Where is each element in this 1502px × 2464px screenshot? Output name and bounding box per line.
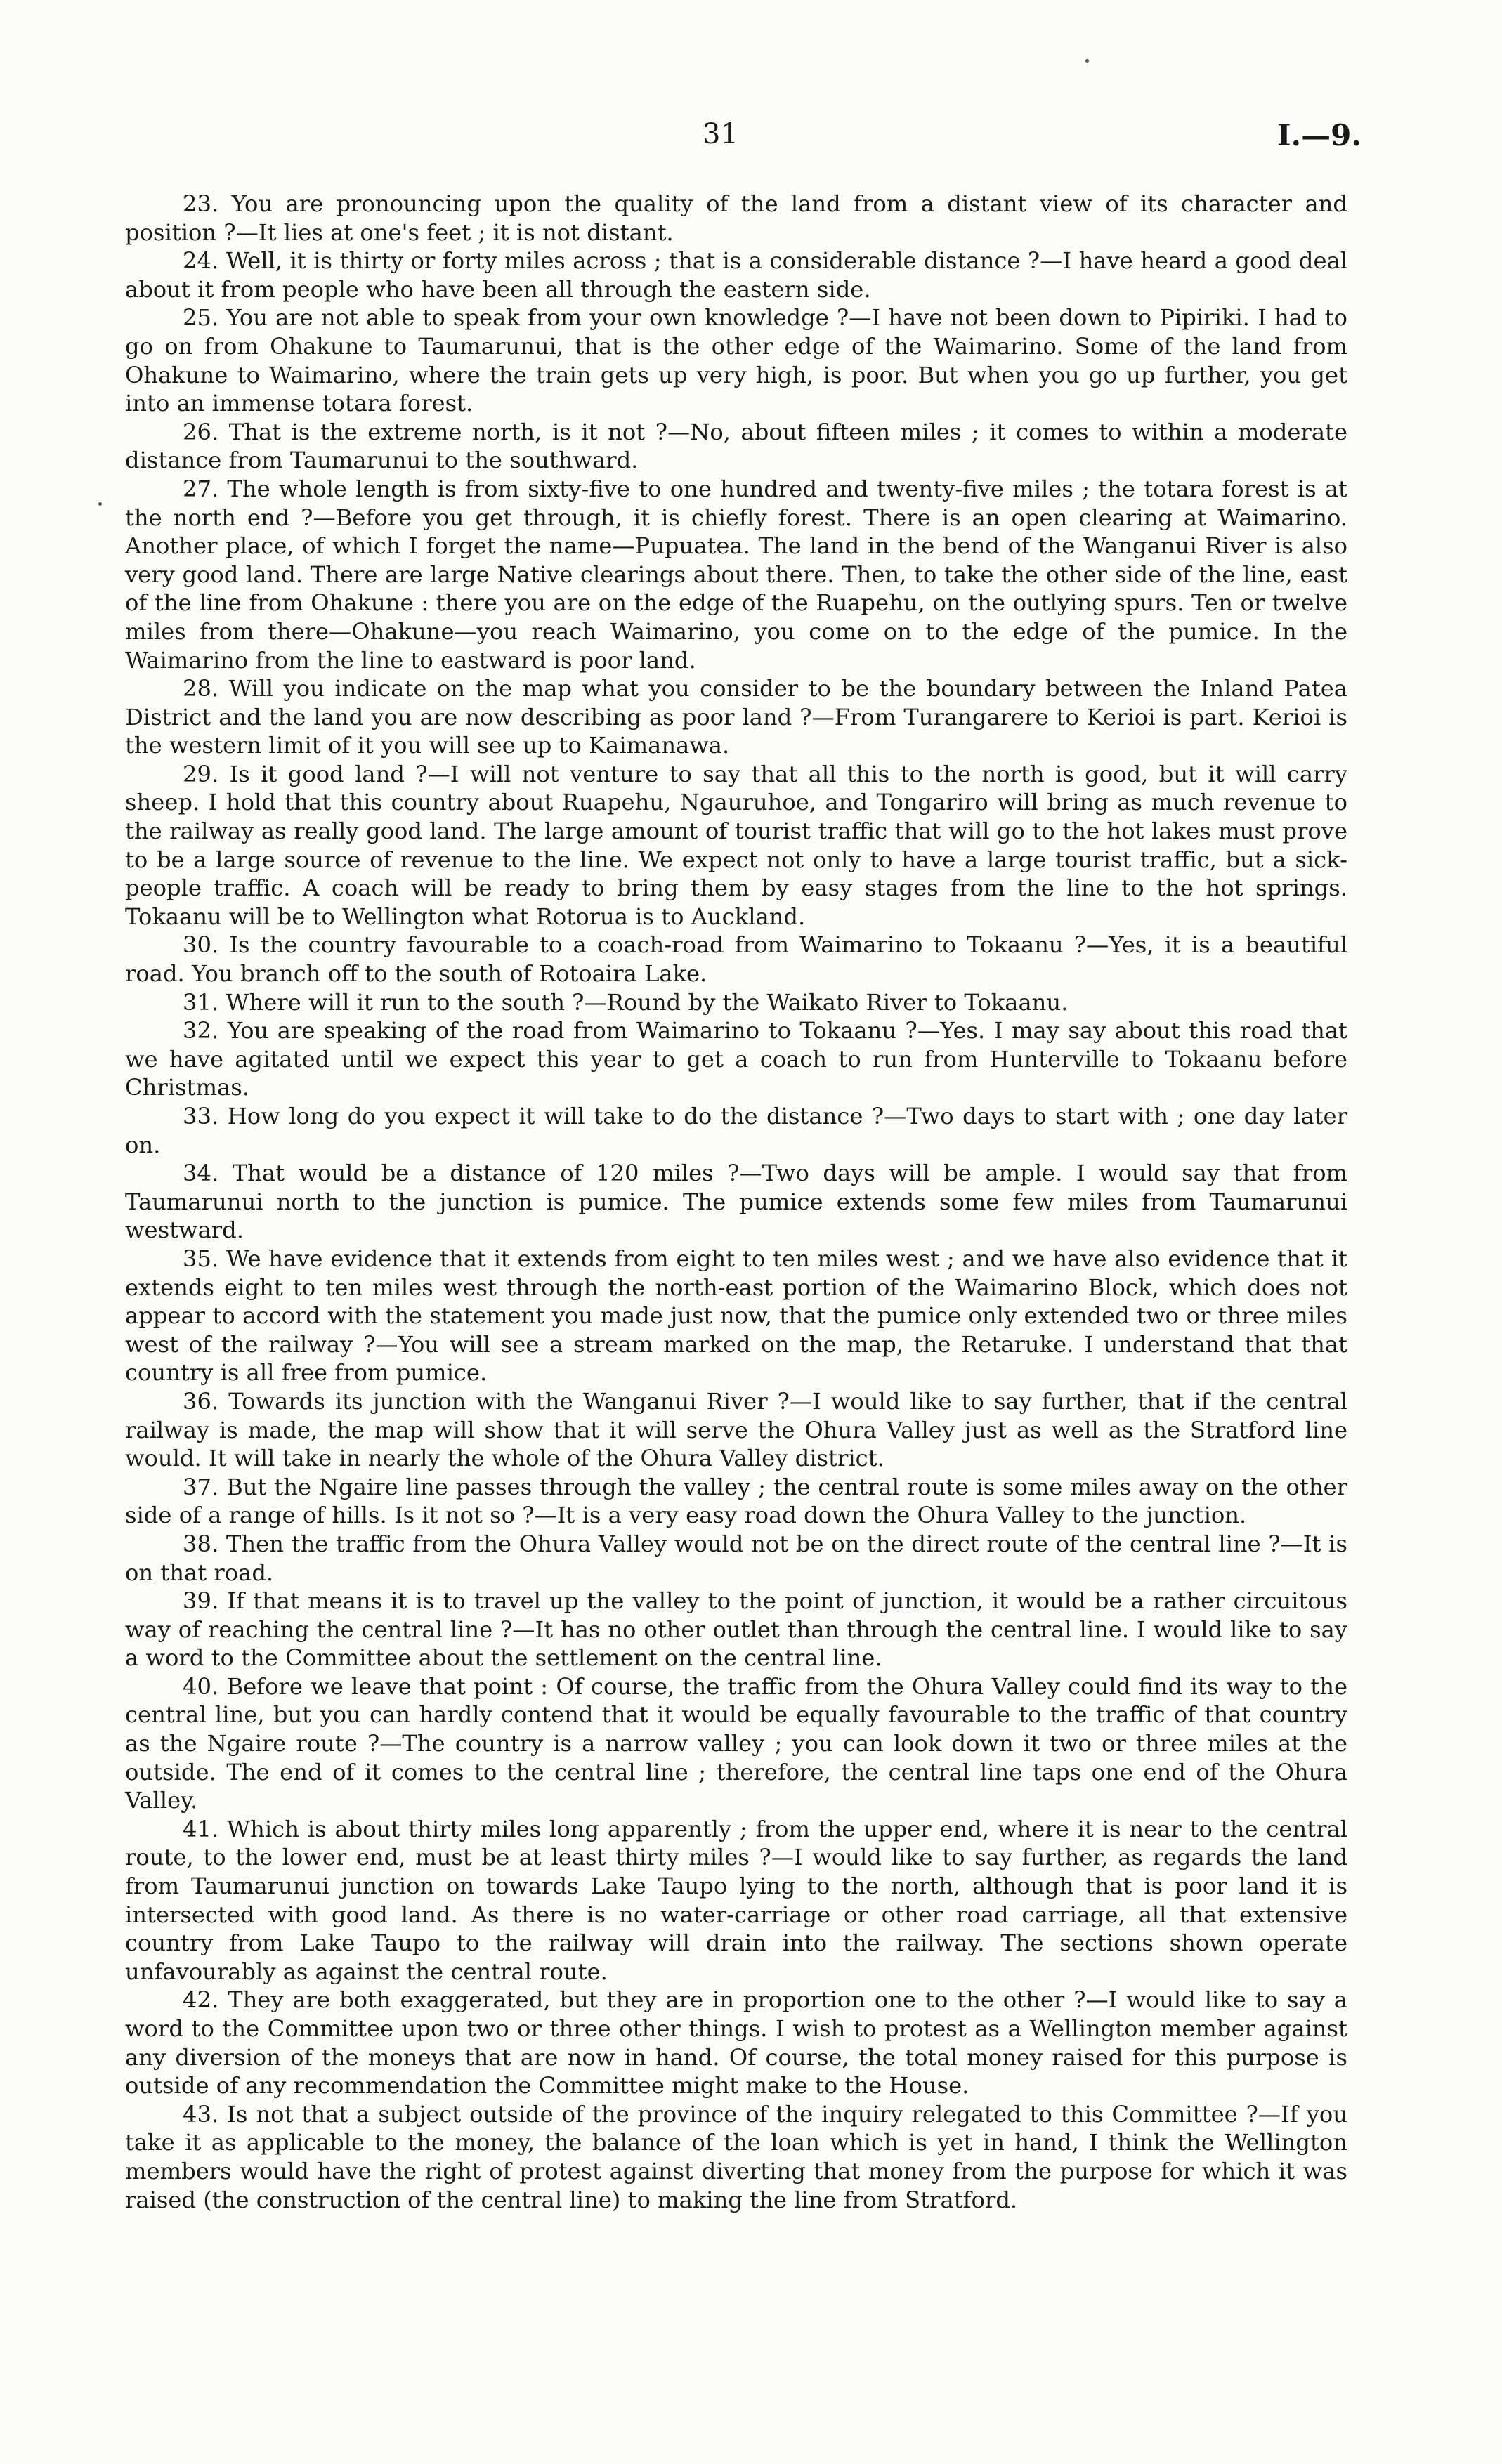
paragraph-25: 25. You are not able to speak from your own knowledge ?—I have not been down to Pipiriki. I had to go on from Ohakune to Taumarunui, that is the other edge of the Waimarino. Some of the land from Ohakune to Waimarino, where the train gets up very high, is poor. But when you go up further, you get into an immense totara forest.: [125, 304, 1347, 417]
paragraph-26: 26. That is the extreme north, is it not ?—No, about fifteen miles ; it comes to within a moderate distance from Taumarunui to the southward.: [125, 418, 1347, 474]
document-reference: I.—9.: [1276, 118, 1361, 152]
paragraph-38: 38. Then the traffic from the Ohura Valley would not be on the direct route of the central line ?—It is on that road.: [125, 1530, 1347, 1586]
paragraph-23: 23. You are pronouncing upon the quality of the land from a distant view of its character and position ?—It lies at one's feet ; it is not distant.: [125, 190, 1347, 246]
paragraph-34: 34. That would be a distance of 120 miles ?—Two days will be ample. I would say that from Taumarunui north to the junction is pumice. The pumice extends some few miles from Taumarunui westward.: [125, 1160, 1347, 1244]
paragraph-24: 24. Well, it is thirty or forty miles across ; that is a considerable distance ?—I have heard a good deal about it from people who have been all through the eastern side.: [125, 247, 1347, 303]
paragraph-28: 28. Will you indicate on the map what you consider to be the boundary between the Inland Patea District and the land you are now describing as poor land ?—From Turangarere to Kerioi is part. Kerioi is the western limit of it you will see up to Kaimanawa.: [125, 675, 1347, 759]
page-header: [0, 118, 1502, 160]
paragraph-36: 36. Towards its junction with the Wanganui River ?—I would like to say further, that if the central railway is made, the map will show that it will serve the Ohura Valley just as well as the Stratford line would. It will take in nearly the whole of the Ohura Valley district.: [125, 1387, 1347, 1472]
paragraph-41: 41. Which is about thirty miles long apparently ; from the upper end, where it is near to the central route, to the lower end, must be at least thirty miles ?—I would like to say further, as regards the land from Taumarunui junction on towards Lake Taupo lying to the north, although that is poor land it is intersected with good land. As there is no water-carriage or other road carriage, all that extensive country from Lake Taupo to the railway will drain into the railway. The sections shown operate unfavourably as against the central route.: [125, 1815, 1347, 1985]
paragraph-35: 35. We have evidence that it extends from eight to ten miles west ; and we have also evidence that it extends eight to ten miles west through the north-east portion of the Waimarino Block, which does not appear to accord with the statement you made just now, that the pumice only extended two or three miles west of the railway ?—You will see a stream marked on the map, the Retaruke. I understand that that country is all free from pumice.: [125, 1245, 1347, 1387]
paper-speck: [1085, 59, 1089, 63]
paragraph-42: 42. They are both exaggerated, but they are in proportion one to the other ?—I would like to say a word to the Committee upon two or three other things. I wish to protest as a Wellington member against any diversion of the moneys that are now in hand. Of course, the total money raised for this purpose is outside of any recommendation the Committee might make to the House.: [125, 1986, 1347, 2099]
paragraph-27: 27. The whole length is from sixty-five to one hundred and twenty-five miles ; the totara forest is at the north end ?—Before you get through, it is chiefly forest. There is an open clearing at Waimarino. Another place, of which I forget the name—Pupuatea. The land in the bend of the Wanganui River is also very good land. There are large Native clearings about there. Then, to take the other side of the line, east of the line from Ohakune : there you are on the edge of the Ruapehu, on the outlying spurs. Ten or twelve miles from there—Ohakune—you reach Waimarino, you come on to the edge of the pumice. In the Waimarino from the line to eastward is poor land.: [125, 475, 1347, 674]
paragraph-30: 30. Is the country favourable to a coach-road from Waimarino to Tokaanu ?—Yes, it is a beautiful road. You branch off to the south of Rotoaira Lake.: [125, 931, 1347, 988]
paper-speck: [98, 502, 102, 506]
paragraph-40: 40. Before we leave that point : Of course, the traffic from the Ohura Valley could find its way to the central line, but you can hardly contend that it would be equally favourable to the traffic of that country as the Ngaire route ?—The country is a narrow valley ; you can look down it two or three miles at the outside. The end of it comes to the central line ; therefore, the central line taps one end of the Ohura Valley.: [125, 1672, 1347, 1814]
page-number: 31: [703, 118, 738, 150]
paragraph-31: 31. Where will it run to the south ?—Round by the Waikato River to Tokaanu.: [183, 988, 1069, 1016]
paragraph-39: 39. If that means it is to travel up the valley to the point of junction, it would be a rather circuitous way of reaching the central line ?—It has no other outlet than through the central line. I would like to say a word to the Committee about the settlement on the central line.: [125, 1587, 1347, 1672]
document-body: [125, 190, 1347, 2214]
paragraph-29: 29. Is it good land ?—I will not venture to say that all this to the north is good, but it will carry sheep. I hold that this country about Ruapehu, Ngauruhoe, and Tongariro will bring as much revenue to the railway as really good land. The large amount of tourist traffic that will go to the hot lakes must prove to be a large source of revenue to the line. We expect not only to have a large tourist traffic, but a sick-people traffic. A coach will be ready to bring them by easy stages from the line to the hot springs. Tokaanu will be to Wellington what Rotorua is to Auckland.: [125, 760, 1347, 930]
paragraph-33: 33. How long do you expect it will take to do the distance ?—Two days to start with ; one day later on.: [125, 1103, 1347, 1158]
paragraph-43: 43. Is not that a subject outside of the province of the inquiry relegated to this Committee ?—If you take it as applicable to the money, the balance of the loan which is yet in hand, I think the Wellington members would have the right of protest against diverting that money from the purpose for which it was raised (the construction of the central line) to making the line from Stratford.: [125, 2100, 1347, 2213]
paragraph-32: 32. You are speaking of the road from Waimarino to Tokaanu ?—Yes. I may say about this road that we have agitated until we expect this year to get a coach to run from Hunterville to Tokaanu before Christmas.: [125, 1017, 1347, 1101]
paragraph-37: 37. But the Ngaire line passes through the valley ; the central route is some miles away on the other side of a range of hills. Is it not so ?—It is a very easy road down the Ohura Valley to the junction.: [125, 1473, 1347, 1529]
